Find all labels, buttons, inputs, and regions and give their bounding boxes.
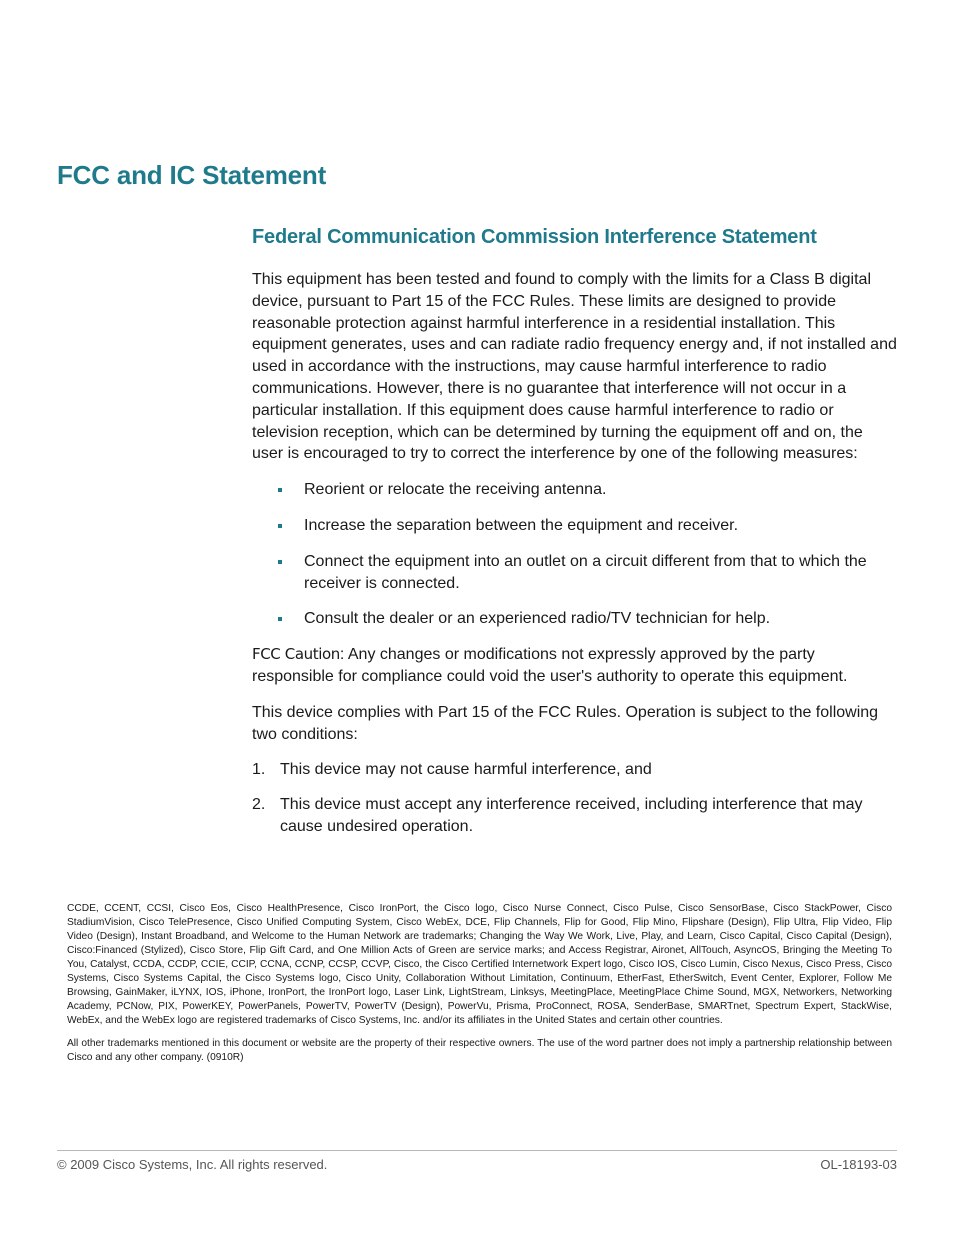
list-item xyxy=(252,551,897,595)
list-item xyxy=(252,794,897,838)
list-number: 2. xyxy=(252,796,266,814)
measure-text: Increase the separation between the equipment and receiver. xyxy=(304,516,739,534)
trademarks-notice xyxy=(67,902,892,1074)
list-item xyxy=(252,515,897,537)
footer-divider xyxy=(57,1150,897,1151)
list-item xyxy=(252,608,897,630)
bullet-icon xyxy=(278,617,282,621)
section-heading: Federal Communication Commission Interference Statement xyxy=(252,226,817,248)
list-item xyxy=(252,759,897,781)
bullet-icon xyxy=(278,524,282,528)
measure-text: Consult the dealer or an experienced radio/TV technician for help. xyxy=(304,610,771,628)
list-number: 1. xyxy=(252,761,266,779)
condition-text: This device may not cause harmful interference, and xyxy=(280,761,652,779)
page-title: FCC and IC Statement xyxy=(57,160,327,190)
measure-text: Connect the equipment into an outlet on a circuit different from that to which the receiver is connected. xyxy=(304,552,867,592)
measures-list xyxy=(252,479,897,630)
trademarks-paragraph: CCDE, CCENT, CCSI, Cisco Eos, Cisco HealthPresence, Cisco IronPort, the Cisco logo, Cisco Nurse Connect, Cisco Pulse, Cisco SensorBase, Cisco StackPower, Cisco StadiumVision, Cisco TelePresence, Cisco Unified Computing System, Cisco WebEx, DCE, Flip Channels, Flip for Good, Flip Mino, Flipshare (Design), Flip Ultra, Flip Video, Flip Video (Design), Instant Broadband, and Welcome to the Human Network are trademarks; Changing the Way We Work, Live, Play, and Learn, Cisco Capital, Cisco Capital (Design), Cisco:Financed (Stylized), Cisco Store, Flip Gift Card, and One Million Acts of Green are service marks; and Access Registrar, Aironet, AllTouch, AsyncOS, Bringing the Meeting To You, Catalyst, CCDA, CCDP, CCIE, CCIP, CCNA, CCNP, CCSP, CCVP, Cisco, the Cisco Certified Internetwork Expert logo, Cisco IOS, Cisco Lumin, Cisco Nexus, Cisco Press, Cisco Systems, Cisco Systems Capital, the Cisco Systems logo, Cisco Unity, Collaboration Without Limitation, Continuum, EtherFast, EtherSwitch, Event Center, Explorer, Follow Me Browsing, GainMaker, iLYNX, IOS, iPhone, IronPort, the IronPort logo, Laser Link, LightStream, Linksys, MeetingPlace, MeetingPlace Chime Sound, MGX, Networkers, Networking Academy, PCNow, PIX, PowerKEY, PowerPanels, PowerTV, PowerTV (Design), PowerVu, Prisma, ProConnect, ROSA, SenderBase, SMARTnet, Spectrum Expert, StackWise, WebEx, and the WebEx logo are registered trademarks of Cisco Systems, Inc. and/or its affiliates in the United States and certain other countries. xyxy=(67,903,892,1026)
bullet-icon xyxy=(278,488,282,492)
footer-doc-number: OL-18193-03 xyxy=(820,1157,897,1172)
fcc-section xyxy=(252,226,897,851)
list-item xyxy=(252,479,897,501)
footer-copyright: © 2009 Cisco Systems, Inc. All rights reserved. xyxy=(57,1157,328,1172)
caution-text: : Any changes or modifications not expressly approved by the party responsible for compliance could void the user's authority to operate this equipment. xyxy=(252,646,848,685)
trademarks-paragraph: All other trademarks mentioned in this document or website are the property of their respective owners. The use of the word partner does not imply a partnership relationship between Cisco and any other company. (0910R) xyxy=(67,1038,892,1063)
condition-text: This device must accept any interference received, including interference that may cause undesired operation. xyxy=(280,796,863,835)
intro-paragraph: This equipment has been tested and found to comply with the limits for a Class B digital device, pursuant to Part 15 of the FCC Rules. These limits are designed to provide reasonable protection against harmful interference in a residential installation. This equipment generates, uses and can radiate radio frequency energy and, if not installed and used in accordance with the instructions, may cause harmful interference to radio communications. However, there is no guarantee that interference will not occur in a particular installation. If this equipment does cause harmful interference to radio or television reception, which can be determined by turning the equipment off and on, the user is encouraged to try to correct the interference by one of the following measures: xyxy=(252,271,897,463)
bullet-icon xyxy=(278,560,282,564)
measure-text: Reorient or relocate the receiving antenna. xyxy=(304,481,607,499)
conditions-list xyxy=(252,759,897,837)
caution-paragraph xyxy=(252,644,897,688)
caution-label: FCC Caution xyxy=(252,645,340,664)
compliance-paragraph: This device complies with Part 15 of the FCC Rules. Operation is subject to the following two conditions: xyxy=(252,703,879,743)
